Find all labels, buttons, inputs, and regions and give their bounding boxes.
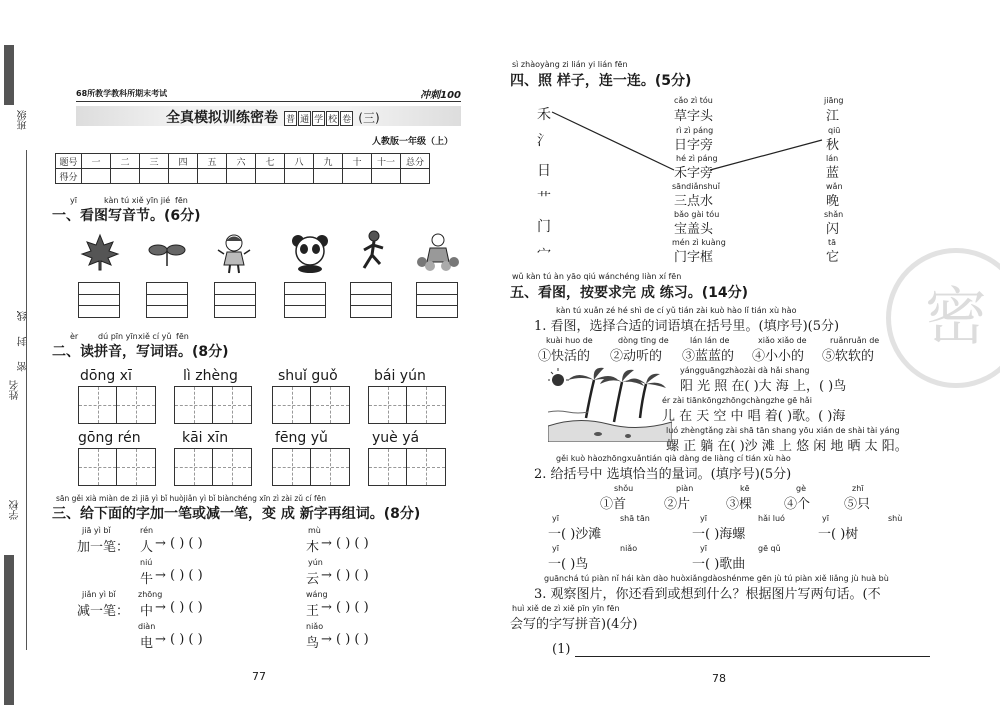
section-3-title: 三、给下面的字加一笔或减一笔，变 成 新字再组词。(8分) bbox=[52, 506, 421, 522]
beach-scene-illustration bbox=[548, 366, 672, 442]
section-1-title: 一、看图写音节。(6分) bbox=[52, 208, 201, 224]
add-stroke-label: 加一笔： bbox=[77, 540, 130, 555]
class-label: 班级 bbox=[18, 110, 29, 130]
title-band bbox=[76, 106, 461, 126]
score-cell[interactable] bbox=[169, 169, 198, 184]
answer-blanks[interactable]: → ( ) ( ) bbox=[155, 632, 203, 647]
school-label: 学校 bbox=[10, 500, 21, 520]
radical-char: 门 bbox=[537, 219, 551, 235]
target-char: 它 bbox=[826, 250, 840, 265]
tianzige-grid[interactable] bbox=[174, 386, 252, 424]
tianzige-grid[interactable] bbox=[272, 448, 350, 486]
radical-name: 禾字旁 bbox=[674, 166, 714, 181]
score-cell[interactable] bbox=[401, 169, 430, 184]
score-cell[interactable] bbox=[82, 169, 111, 184]
option: ③蓝蓝的 bbox=[682, 349, 735, 364]
option: ②动听的 bbox=[610, 349, 663, 364]
tianzige-grid[interactable] bbox=[174, 448, 252, 486]
section-2-title: 二、读拼音，写词语。(8分) bbox=[52, 344, 229, 360]
measure-word-blank[interactable]: 一( )树 bbox=[818, 527, 859, 542]
measure-word-blank[interactable]: 一( )沙滩 bbox=[548, 527, 602, 542]
answer-blanks[interactable]: → ( ) ( ) bbox=[155, 568, 203, 583]
sprout-icon bbox=[148, 238, 186, 268]
measure-word-option: ②片 bbox=[664, 497, 691, 512]
score-cell[interactable] bbox=[372, 169, 401, 184]
person-with-flowers-icon bbox=[416, 232, 460, 272]
answer-blanks[interactable]: → ( ) ( ) bbox=[321, 568, 369, 583]
score-cell[interactable] bbox=[198, 169, 227, 184]
score-cell[interactable] bbox=[256, 169, 285, 184]
volume: (三) bbox=[358, 111, 380, 125]
target-char: 秋 bbox=[826, 138, 840, 153]
score-cell[interactable] bbox=[343, 169, 372, 184]
page-number-right: 78 bbox=[712, 672, 726, 685]
seal-line bbox=[26, 150, 27, 650]
radical-char: 宀 bbox=[537, 247, 551, 263]
pinyin-answer-box[interactable] bbox=[350, 282, 392, 318]
radical-char: 禾 bbox=[537, 107, 551, 123]
girl-icon bbox=[214, 232, 254, 274]
sentence-line[interactable]: 儿 在 天 空 中 唱 着( )歌。( )海 bbox=[662, 409, 846, 424]
pinyin-answer-box[interactable] bbox=[78, 282, 120, 318]
radical-name: 三点水 bbox=[674, 194, 714, 209]
pinyin-answer-box[interactable] bbox=[284, 282, 326, 318]
edition: 人教版一年级（上） bbox=[372, 137, 454, 147]
table-row: 得分 bbox=[56, 169, 430, 184]
tianzige-grid[interactable] bbox=[78, 386, 156, 424]
score-cell[interactable] bbox=[285, 169, 314, 184]
example-connecting-lines bbox=[540, 100, 840, 180]
radical-name: 宝盖头 bbox=[674, 222, 714, 237]
radical-char: 氵 bbox=[537, 133, 551, 149]
pinyin-word: lì zhèng bbox=[183, 368, 238, 384]
pinyin-word: shuǐ guǒ bbox=[278, 368, 338, 384]
section-5-title: 五、看图，按要求完 成 练习。(14分) bbox=[510, 285, 749, 301]
binding-strip bbox=[0, 0, 42, 710]
pinyin-word: yuè yá bbox=[372, 430, 420, 446]
pinyin-answer-box[interactable] bbox=[214, 282, 256, 318]
pinyin-answer-box[interactable] bbox=[416, 282, 458, 318]
score-cell[interactable] bbox=[140, 169, 169, 184]
score-table bbox=[55, 153, 430, 184]
target-char: 晚 bbox=[826, 194, 840, 209]
answer-blanks[interactable]: → ( ) ( ) bbox=[155, 600, 203, 615]
runner-icon bbox=[356, 230, 392, 274]
answer-blanks[interactable]: → ( ) ( ) bbox=[155, 536, 203, 551]
question-3: 3. 观察图片，你还看到或想到什么？根据图片写两句话。(不 bbox=[534, 587, 881, 602]
measure-word-option: ①首 bbox=[600, 497, 627, 512]
measure-word-blank[interactable]: 一( )鸟 bbox=[548, 557, 589, 572]
target-char: 蓝 bbox=[826, 166, 840, 181]
sentence-line[interactable]: 阳 光 照 在( )大 海 上，( )鸟 bbox=[680, 379, 847, 394]
section-4-title: 四、照 样子，连一连。(5分) bbox=[510, 73, 692, 89]
pinyin-answer-box[interactable] bbox=[146, 282, 188, 318]
exam-header bbox=[76, 88, 461, 102]
pinyin-word: dōng xī bbox=[80, 368, 132, 384]
publisher: 68所教学教科所期末考试 bbox=[76, 89, 168, 98]
pinyin-word: bái yún bbox=[374, 368, 426, 384]
measure-word-option: ⑤只 bbox=[844, 497, 871, 512]
sentence-line[interactable]: 螺 正 躺 在( )沙 滩 上 悠 闲 地 晒 太 阳。 bbox=[666, 439, 908, 454]
panda-icon bbox=[290, 233, 330, 273]
badge: 校 bbox=[326, 111, 339, 126]
badge: 卷 bbox=[340, 111, 353, 126]
binding-bar bbox=[4, 555, 14, 705]
badge: 通 bbox=[298, 111, 311, 126]
answer-blanks[interactable]: → ( ) ( ) bbox=[321, 632, 369, 647]
seal-label: 密 封 线 bbox=[18, 305, 29, 372]
tianzige-grid[interactable] bbox=[368, 386, 446, 424]
exam-title: 全真模拟训练密卷 bbox=[166, 110, 278, 126]
score-cell[interactable] bbox=[111, 169, 140, 184]
badge: 学 bbox=[312, 111, 325, 126]
option: ⑤软软的 bbox=[822, 349, 875, 364]
badge: 普 bbox=[284, 111, 297, 126]
option: ④小小的 bbox=[752, 349, 805, 364]
page-number-left: 77 bbox=[252, 670, 266, 683]
maple-leaf-icon bbox=[80, 232, 120, 272]
radical-name: 草字头 bbox=[674, 109, 714, 124]
tianzige-grid[interactable] bbox=[368, 448, 446, 486]
tianzige-grid[interactable] bbox=[78, 448, 156, 486]
pinyin-word: gōng rén bbox=[78, 430, 141, 446]
answer-label: (1) bbox=[552, 642, 571, 657]
measure-word-option: ④个 bbox=[784, 497, 811, 512]
brand: 冲刺100 bbox=[420, 90, 461, 101]
radical-char: 日 bbox=[537, 163, 551, 179]
score-cell[interactable] bbox=[227, 169, 256, 184]
measure-word-option: ③棵 bbox=[726, 497, 753, 512]
question-3-cont: 会写的字写拼音)(4分) bbox=[510, 617, 638, 632]
question-2: 2. 给括号中 选填恰当的量词。(填序号)(5分) bbox=[534, 467, 792, 482]
score-cell[interactable] bbox=[314, 169, 343, 184]
remove-stroke-label: 减一笔： bbox=[77, 604, 130, 619]
question-1: 1. 看图，选择合适的词语填在括号里。(填序号)(5分) bbox=[534, 319, 840, 334]
binding-bar bbox=[4, 45, 14, 105]
answer-blanks[interactable]: → ( ) ( ) bbox=[321, 536, 369, 551]
option: ①快活的 bbox=[538, 349, 591, 364]
radical-name: 门字框 bbox=[674, 250, 714, 265]
table-row: 题号 一 二 三 四 五 六 七 八 九 十 十一 总分 bbox=[56, 154, 430, 169]
radical-char: 艹 bbox=[537, 191, 551, 207]
tianzige-grid[interactable] bbox=[272, 386, 350, 424]
answer-blanks[interactable]: → ( ) ( ) bbox=[321, 600, 369, 615]
answer-line[interactable] bbox=[575, 656, 930, 657]
target-char: 江 bbox=[826, 109, 840, 124]
name-label: 姓名 bbox=[10, 380, 21, 400]
target-char: 闪 bbox=[826, 222, 840, 237]
pinyin-word: fēng yǔ bbox=[275, 430, 328, 446]
measure-word-blank[interactable]: 一( )歌曲 bbox=[692, 557, 746, 572]
measure-word-blank[interactable]: 一( )海螺 bbox=[692, 527, 746, 542]
pinyin-word: kāi xīn bbox=[182, 430, 229, 446]
secret-stamp-watermark: 密 bbox=[886, 248, 1000, 388]
radical-name: 日字旁 bbox=[674, 138, 714, 153]
